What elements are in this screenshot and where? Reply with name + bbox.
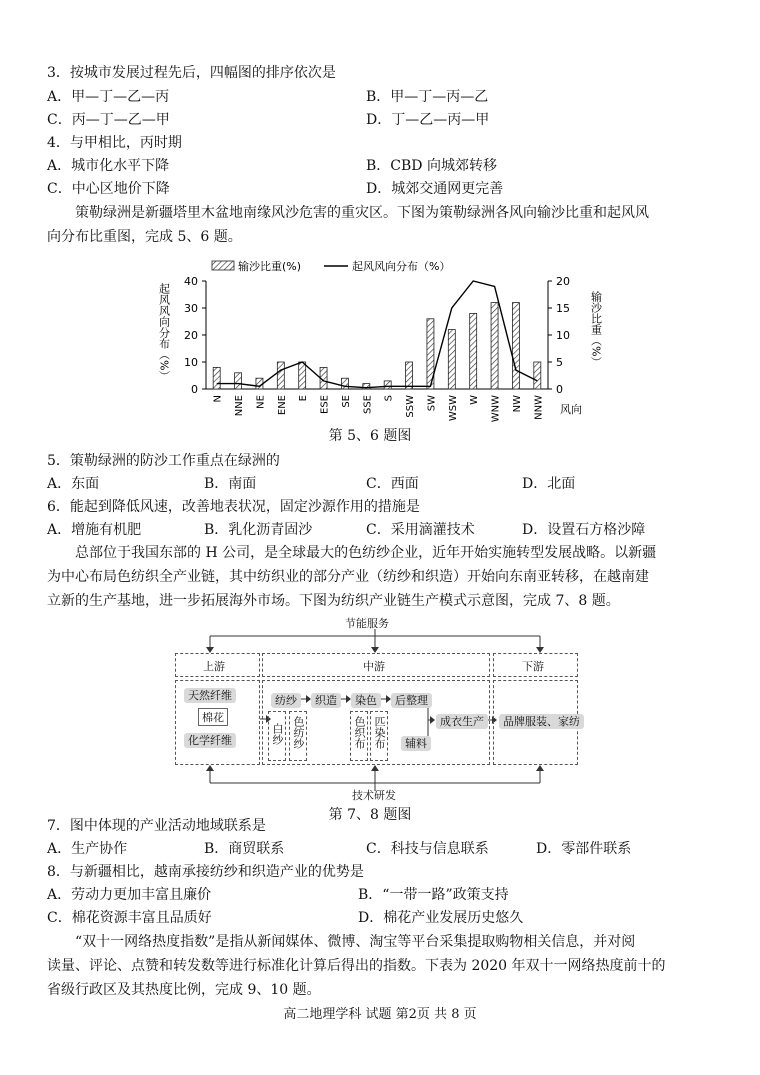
bar-SE [341,378,348,389]
left-tick-label: 30 [184,302,198,315]
category-label: NE [255,395,267,409]
bar-SSW [406,362,413,389]
bar-S [384,381,391,389]
left-axis-title: 起风风向分布（%） [157,283,171,382]
color-cloth-node: 色织布 [353,716,366,749]
category-label: ESE [319,395,331,414]
accessories-node: 辅料 [401,736,431,751]
legend-line-label: 起风风向分布（%） [352,260,451,273]
chemical-fiber-node: 化学纤维 [184,733,236,748]
category-label: ENE [276,395,288,416]
right-tick-label: 20 [556,275,570,288]
category-label: E [298,395,310,402]
q4-option-b[interactable]: B．CBD 向城郊转移 [366,158,497,174]
q3-option-c[interactable]: C．丙—丁—乙—甲 [47,112,170,128]
left-tick-label: 0 [191,383,198,396]
category-label: SE [340,395,352,408]
fig78-caption: 第 7、8 题图 [328,807,412,823]
fig56-caption: 第 5、6 题图 [328,428,412,444]
right-tick-label: 0 [556,383,563,396]
category-label: NW [511,395,523,413]
q3-stem: 3．按城市发展过程先后，四幅图的排序依次是 [47,65,336,81]
bar-NNE [235,373,242,389]
intro78-line1: 总部位于我国东部的 H 公司，是全球最大的色纺纱企业，近年开始实施转型发展战略。以新疆 [75,545,657,561]
category-label: S [383,395,395,402]
bar-W [470,313,477,389]
left-tick-label: 10 [184,356,198,369]
midstream-label: 中游 [363,660,385,673]
intro78-line2: 为中心布局色纺织全产业链，其中纺织业的部分产业（纺纱和织造）开始向东南亚转移，在越南建 [47,569,649,585]
color-yarn-node: 色纺纱 [292,716,305,749]
spinning-node: 纺纱 [271,693,301,708]
printed-cloth-node: 匹染布 [373,716,386,749]
q4-stem: 4．与甲相比，丙时期 [47,135,182,151]
q6-option-c[interactable]: C．采用滴灌技术 [366,522,475,538]
bar-E [299,362,306,389]
q8-option-c[interactable]: C．棉花资源丰富且品质好 [47,910,212,926]
upstream-label: 上游 [203,660,225,673]
q4-option-a[interactable]: A．城市化水平下降 [47,158,170,174]
category-label: SW [426,395,438,412]
q5-option-c[interactable]: C．西面 [366,476,419,492]
rnd-label: 技术研发 [352,789,396,802]
industry-chain-diagram [170,615,590,805]
q7-option-c[interactable]: C．科技与信息联系 [366,841,489,857]
bar-WNW [491,303,498,389]
weaving-node: 织造 [311,693,341,708]
bar-ENE [277,362,284,389]
category-label: N [212,395,224,403]
q6-option-b[interactable]: B．乳化沥青固沙 [204,522,313,538]
q5-option-d[interactable]: D．北面 [522,476,576,492]
category-label: SSW [405,395,417,418]
category-label: SSE [362,395,374,415]
q3-option-b[interactable]: B．甲—丁—丙—乙 [366,89,489,105]
white-yarn-node: 白纱 [271,723,284,745]
x-axis-title: 风向 [560,403,582,416]
intro910-line2: 读量、评论、点赞和转发数等进行标准化计算后得出的指数。下表为 2020 年双十一网络热度前十的 [47,958,666,974]
natural-fiber-node: 天然纤维 [184,688,236,703]
q8-option-d[interactable]: D．棉花产业发展历史悠久 [358,910,524,926]
q6-stem: 6．能起到降低风速，改善地表状况，固定沙源作用的措施是 [47,499,420,515]
page-footer: 高二地理学科 试题 第2页 共 8 页 [283,1007,477,1022]
bar-NW [512,303,519,389]
q5-option-a[interactable]: A．东面 [47,476,100,492]
category-label: NNE [234,395,246,417]
legend-bar-swatch [212,261,234,270]
left-tick-label: 40 [184,275,198,288]
right-tick-label: 15 [556,302,570,315]
right-tick-label: 10 [556,329,570,342]
intro56-line1: 策勒绿洲是新疆塔里木盆地南缘风沙危害的重灾区。下图为策勒绿洲各风向输沙比重和起风风 [75,205,649,221]
q5-stem: 5．策勒绿洲的防沙工作重点在绿洲的 [47,453,280,469]
q7-option-b[interactable]: B．商贸联系 [204,841,285,857]
q3-option-d[interactable]: D．丁—乙—丙—甲 [366,112,490,128]
left-tick-label: 20 [184,329,198,342]
energy-service-label: 节能服务 [345,617,389,630]
right-tick-label: 5 [556,356,563,369]
q8-option-a[interactable]: A．劳动力更加丰富且廉价 [47,887,212,903]
category-label: W [469,395,481,405]
q6-option-d[interactable]: D．设置石方格沙障 [522,522,646,538]
q8-option-b[interactable]: B．“一带一路”政策支持 [358,887,509,903]
category-label: WNW [490,395,502,423]
finishing-node: 后整理 [391,693,432,708]
q7-option-a[interactable]: A．生产协作 [47,841,128,857]
cotton-node: 棉花 [198,708,228,726]
intro910-line3: 省级行政区及其热度比例，完成 9、10 题。 [47,982,321,998]
bar-NNW [534,362,541,389]
q6-option-a[interactable]: A．增施有机肥 [47,522,142,538]
wind-direction-line [217,281,538,388]
bar-WSW [448,330,455,389]
intro56-line2: 向分布比重图，完成 5、6 题。 [47,229,242,245]
right-axis-title: 输沙比重（%） [589,291,603,368]
q4-option-d[interactable]: D．城郊交通网更完善 [366,181,504,197]
downstream-label: 下游 [522,660,544,673]
brand-node: 品牌服装、家纺 [499,714,584,729]
q8-stem: 8．与新疆相比，越南承接纺纱和织造产业的优势是 [47,864,364,880]
q7-stem: 7．图中体现的产业活动地域联系是 [47,818,266,834]
intro910-line1: “双十一网络热度指数”是指从新闻媒体、微博、淘宝等平台采集提取购物相关信息，并对阅 [75,934,636,950]
category-label: NNW [533,395,545,420]
category-label: WSW [447,395,459,422]
q7-option-d[interactable]: D．零部件联系 [536,841,632,857]
intro78-line3: 立新的生产基地，进一步拓展海外市场。下图为纺织产业链生产模式示意图，完成 7、8 题。 [47,593,620,609]
dyeing-node: 染色 [351,693,381,708]
bar-N [213,367,220,389]
garment-node: 成衣生产 [436,714,488,729]
q4-option-c[interactable]: C．中心区地价下降 [47,181,170,197]
q5-option-b[interactable]: B．南面 [204,476,257,492]
wind-chart [150,253,620,423]
legend-bar-label: 输沙比重(%) [238,260,302,273]
q3-option-a[interactable]: A．甲—丁—乙—丙 [47,89,170,105]
